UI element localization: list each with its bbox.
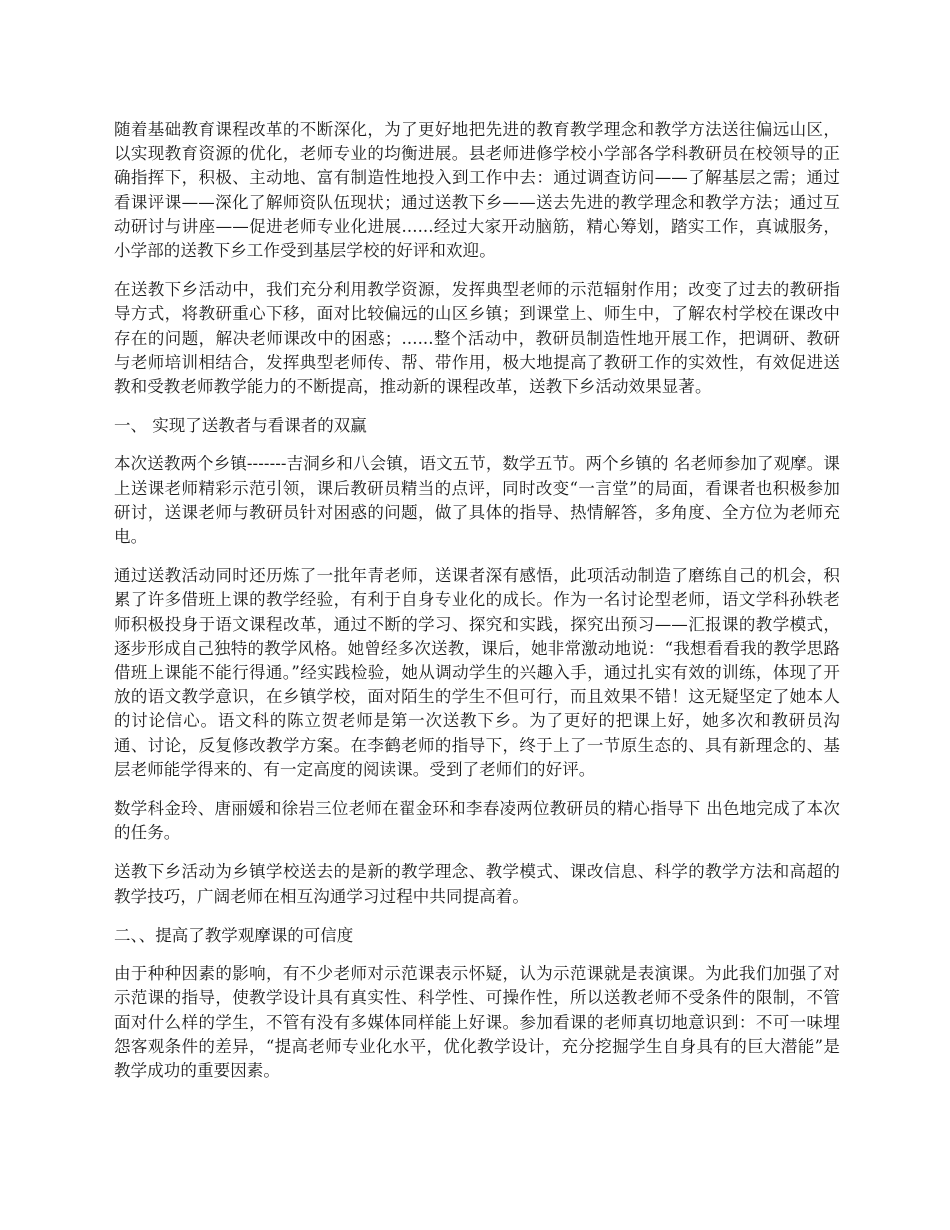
section2-paragraph-1: 由于种种因素的影响，有不少老师对示范课表示怀疑，认为示范课就是表演课。为此我们加强了对示范课的指导，使教学设计具有真实性、科学性、可操作性，所以送教老师不受条件的限制，不管面对什么样的学生，不管有没有多媒体同样能上好课。参加看课的老师真切地意识到：不可一味埋怨客观条件的差异，“提高老师专业化水平，优化教学设计，充分挖掘学生自身具有的巨大潜能”是教学成功的重要因素。 xyxy=(114,964,840,1080)
section1-paragraph-1: 本次送教两个乡镇-------吉洞乡和八会镇，语文五节，数学五节。两个乡镇的 名老师参加了观摩。课上送课老师精彩示范引领，课后教研员精当的点评，同时改变“一言堂”的局面，看课者也积极参加研讨，送课老师与教研员针对困惑的问题，做了具体的指导、热情解答，多角度、全方位为老师充电。 xyxy=(114,454,840,547)
intro-paragraph-2: 在送教下乡活动中，我们充分利用教学资源，发挥典型老师的示范辐射作用；改变了过去的教研指导方式，将教研重心下移，面对比较偏远的山区乡镇；到课堂上、师生中，了解农村学校在课改中存在的问题，解决老师课改中的困惑；......整个活动中，教研员制造性地开展工作，把调研、教研与老师培训相结合，发挥典型老师传、帮、带作用，极大地提高了教研工作的实效性，有效促进送教和受教老师教学能力的不断提高，推动新的课程改革，送教下乡活动效果显著。 xyxy=(114,280,840,397)
intro-paragraph-1: 随着基础教育课程改革的不断深化，为了更好地把先进的教育教学理念和教学方法送往偏远山区，以实现教育资源的优化，老师专业的均衡进展。县老师进修学校小学部各学科教研员在校领导的正确指挥下，积极、主动地、富有制造性地投入到工作中去：通过调查访问——了解基层之需；通过看课评课——深化了解师资队伍现状；通过送教下乡——送去先进的教学理念和教学方法；通过互动研讨与讲座——促进老师专业化进展......经过大家开动脑筋，精心筹划，踏实工作，真诚服务，小学部的送教下乡工作受到基层学校的好评和欢迎。 xyxy=(114,120,840,261)
section-heading-2: 二、、提高了教学观摩课的可信度 xyxy=(114,925,354,945)
section1-paragraph-3: 数学科金玲、唐丽媛和徐岩三位老师在翟金环和李春凌两位教研员的精心指导下 出色地完成了本次的任务。 xyxy=(114,799,840,843)
document-page xyxy=(114,118,840,1098)
section1-paragraph-4: 送教下乡活动为乡镇学校送去的是新的教学理念、教学模式、课改信息、科学的教学方法和高超的教学技巧，广阔老师在相互沟通学习过程中共同提高着。 xyxy=(114,862,840,906)
section1-paragraph-2: 通过送教活动同时还历炼了一批年青老师，送课者深有感悟，此项活动制造了磨练自己的机会，积累了许多借班上课的教学经验，有利于自身专业化的成长。作为一名讨论型老师，语文学科孙轶老师积极投身于语文课程改革，通过不断的学习、探究和实践，探究出预习——汇报课的教学模式，逐步形成自己独特的教学风格。她曾经多次送教，课后，她非常激动地说：“我想看看我的教学思路借班上课能不能行得通。”经实践检验，她从调动学生的兴趣入手，通过扎实有效的训练，体现了开放的语文教学意识，在乡镇学校，面对陌生的学生不但可行，而且效果不错！这无疑坚定了她本人的讨论信心。语文科的陈立贺老师是第一次送教下乡。为了更好的把课上好，她多次和教研员沟通、讨论，反复修改教学方案。在李鹤老师的指导下，终于上了一节原生态的、具有新理念的、基层老师能学得来的、有一定高度的阅读课。受到了老师们的好评。 xyxy=(114,566,840,779)
section-heading-1: 一、 实现了送教者与看课者的双赢 xyxy=(114,416,367,436)
